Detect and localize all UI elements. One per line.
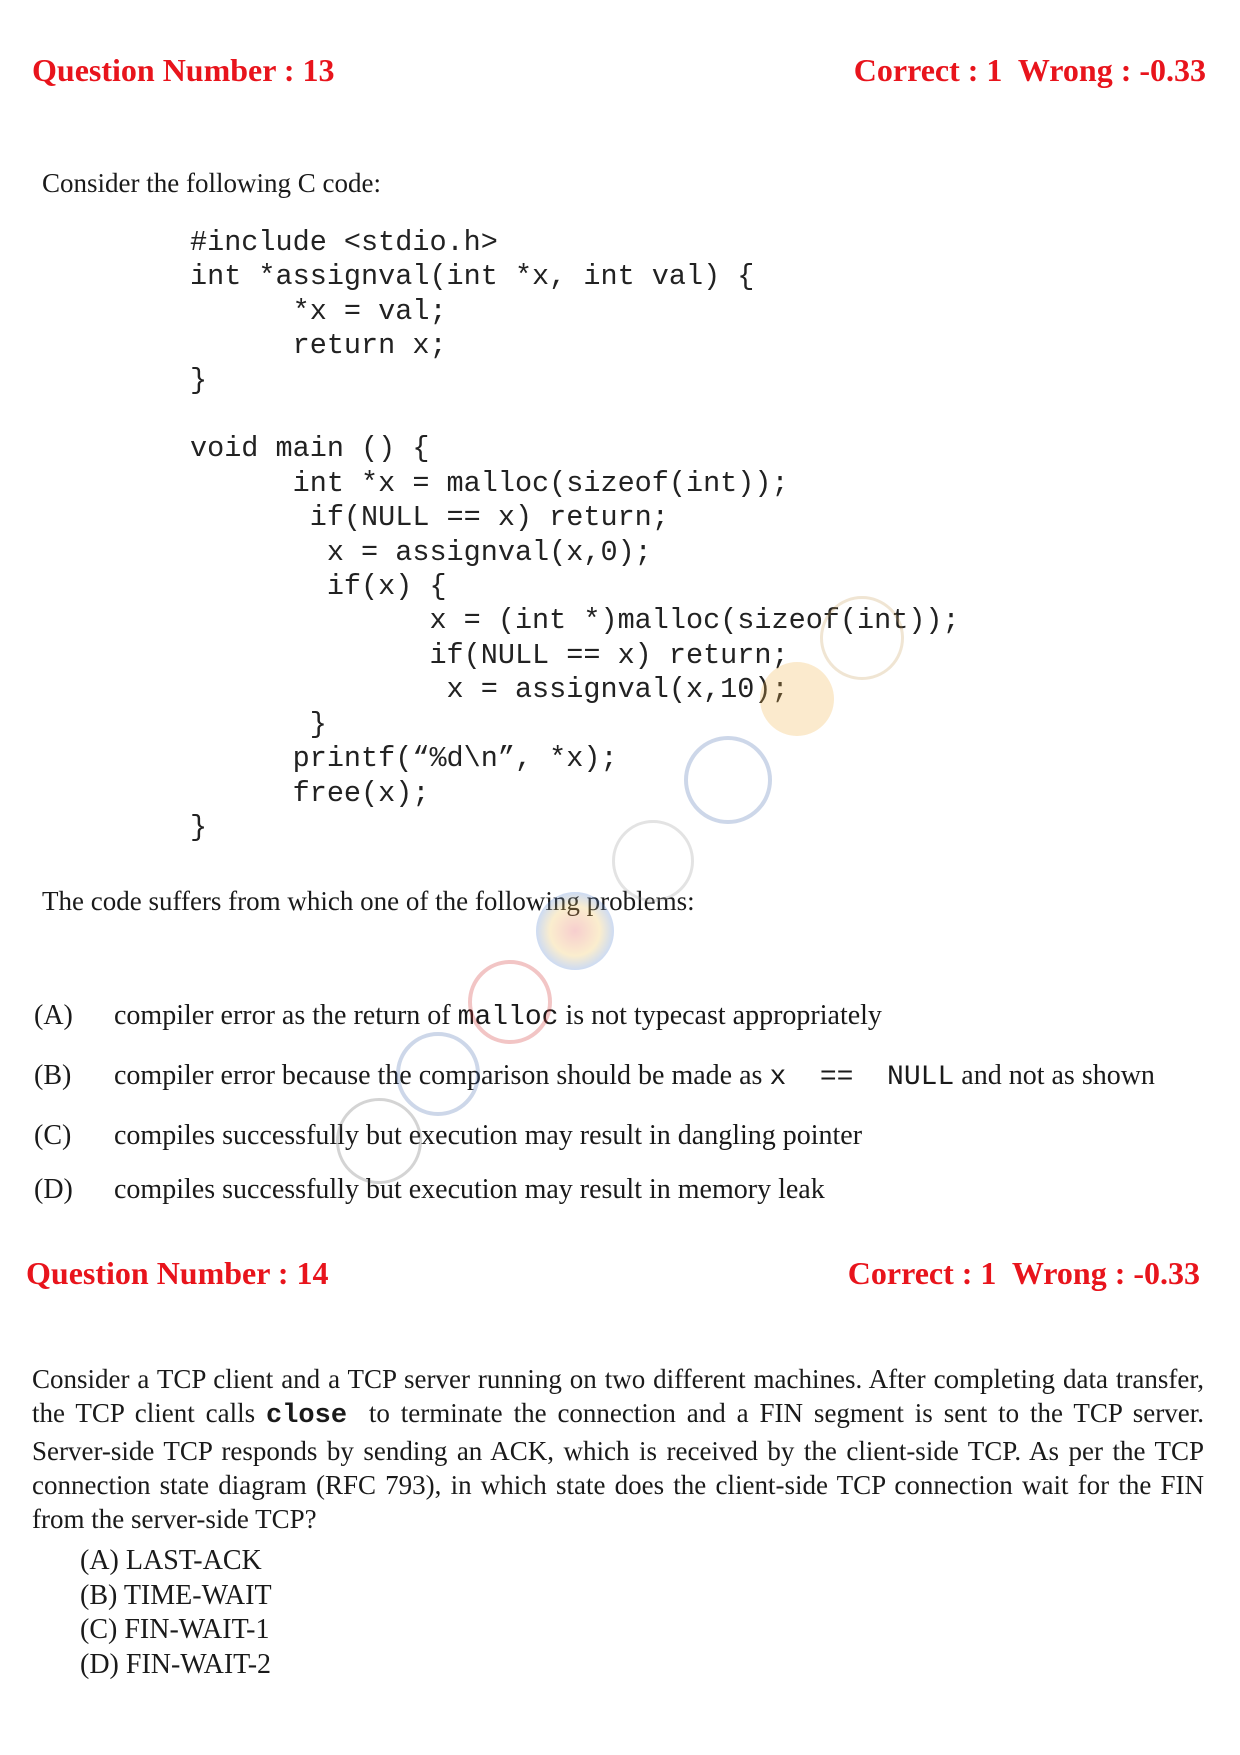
option-d[interactable]: (D) FIN-WAIT-2: [80, 1649, 272, 1680]
option-text-end: and not as shown: [954, 1060, 1155, 1091]
option-d[interactable]: [34, 1174, 825, 1206]
option-label: (D): [34, 1174, 73, 1205]
code-line: printf(“%d\n”, *x);: [190, 742, 618, 776]
option-label: (C): [34, 1120, 72, 1151]
option-text-end: is not typecast appropriately: [558, 1000, 882, 1031]
question-14-header: [0, 1255, 1240, 1305]
option-code: malloc: [457, 1002, 559, 1033]
code-line: }: [190, 707, 327, 741]
code-line: if(x) {: [190, 570, 447, 604]
code-line: #include <stdio.h>: [190, 226, 498, 259]
option-label: (A): [34, 1000, 73, 1031]
stem-code: close: [266, 1401, 348, 1432]
option-text: compiler error because the comparison should be made as: [114, 1060, 770, 1091]
question-13-header: [0, 52, 1240, 102]
option-label: (B): [34, 1060, 72, 1091]
option-a[interactable]: (A) LAST-ACK: [80, 1545, 262, 1576]
code-line: return x;: [190, 329, 447, 363]
question-14-number: Question Number : 14: [26, 1255, 329, 1291]
code-line: void main () {: [190, 432, 430, 466]
watermark-seal-icon: [396, 1032, 480, 1116]
question-14-marks: Correct : 1 Wrong : -0.33: [847, 1255, 1200, 1291]
option-c[interactable]: [34, 1120, 862, 1152]
option-text: compiles successfully but execution may result in dangling pointer: [114, 1120, 863, 1151]
code-line: int *x = malloc(sizeof(int));: [190, 466, 789, 500]
option-b[interactable]: (B) TIME-WAIT: [80, 1580, 272, 1611]
watermark-seal-icon: [468, 960, 552, 1044]
watermark-seal-icon: [760, 662, 834, 736]
question-13-problem: The code suffers from which one of the following problems:: [42, 886, 695, 916]
question-13-marks: Correct : 1 Wrong : -0.33: [853, 52, 1206, 88]
option-code: x == NULL: [769, 1062, 955, 1093]
question-13-number: Question Number : 13: [32, 52, 335, 88]
question-14-stem: [32, 1362, 1211, 1536]
watermark-seal-icon: [820, 596, 904, 680]
watermark-seal-icon: [536, 892, 614, 970]
watermark-seal-icon: [612, 820, 694, 902]
code-line: if(NULL == x) return;: [190, 501, 669, 535]
watermark-seal-icon: [684, 736, 772, 824]
code-line: *x = val;: [190, 294, 447, 328]
code-line: int *assignval(int *x, int val) {: [190, 260, 755, 294]
option-b[interactable]: [34, 1060, 1155, 1093]
code-line: x = assignval(x,10);: [190, 673, 789, 707]
option-c[interactable]: (C) FIN-WAIT-1: [80, 1614, 270, 1645]
code-block: [190, 226, 960, 845]
question-13-stem: Consider the following C code:: [42, 168, 381, 198]
code-line: }: [190, 363, 208, 397]
option-text: compiler error as the return of: [114, 1000, 458, 1031]
code-line: free(x);: [190, 776, 430, 810]
option-a[interactable]: [34, 1000, 882, 1033]
watermark-seal-icon: [336, 1098, 422, 1184]
code-line: if(NULL == x) return;: [190, 638, 789, 672]
code-line: }: [190, 810, 208, 844]
stem-text-end: to terminate the connection and a FIN segment is sent to the TCP server. Server-side TCP responds by sending an ACK, which is received by the client-side TCP. As per the TCP connection state diagram (RFC 793), in which state does the client-side TCP connection wait for the FIN from the server-side TCP?: [32, 1398, 1211, 1535]
code-line: x = (int *)malloc(sizeof(int));: [190, 604, 960, 638]
stem-text: Consider a TCP client and a TCP server running on two different machines. After completing data transfer, the TCP client calls: [32, 1364, 1204, 1429]
option-text: compiles successfully but execution may result in memory leak: [114, 1174, 825, 1205]
code-line: x = assignval(x,0);: [190, 535, 652, 569]
